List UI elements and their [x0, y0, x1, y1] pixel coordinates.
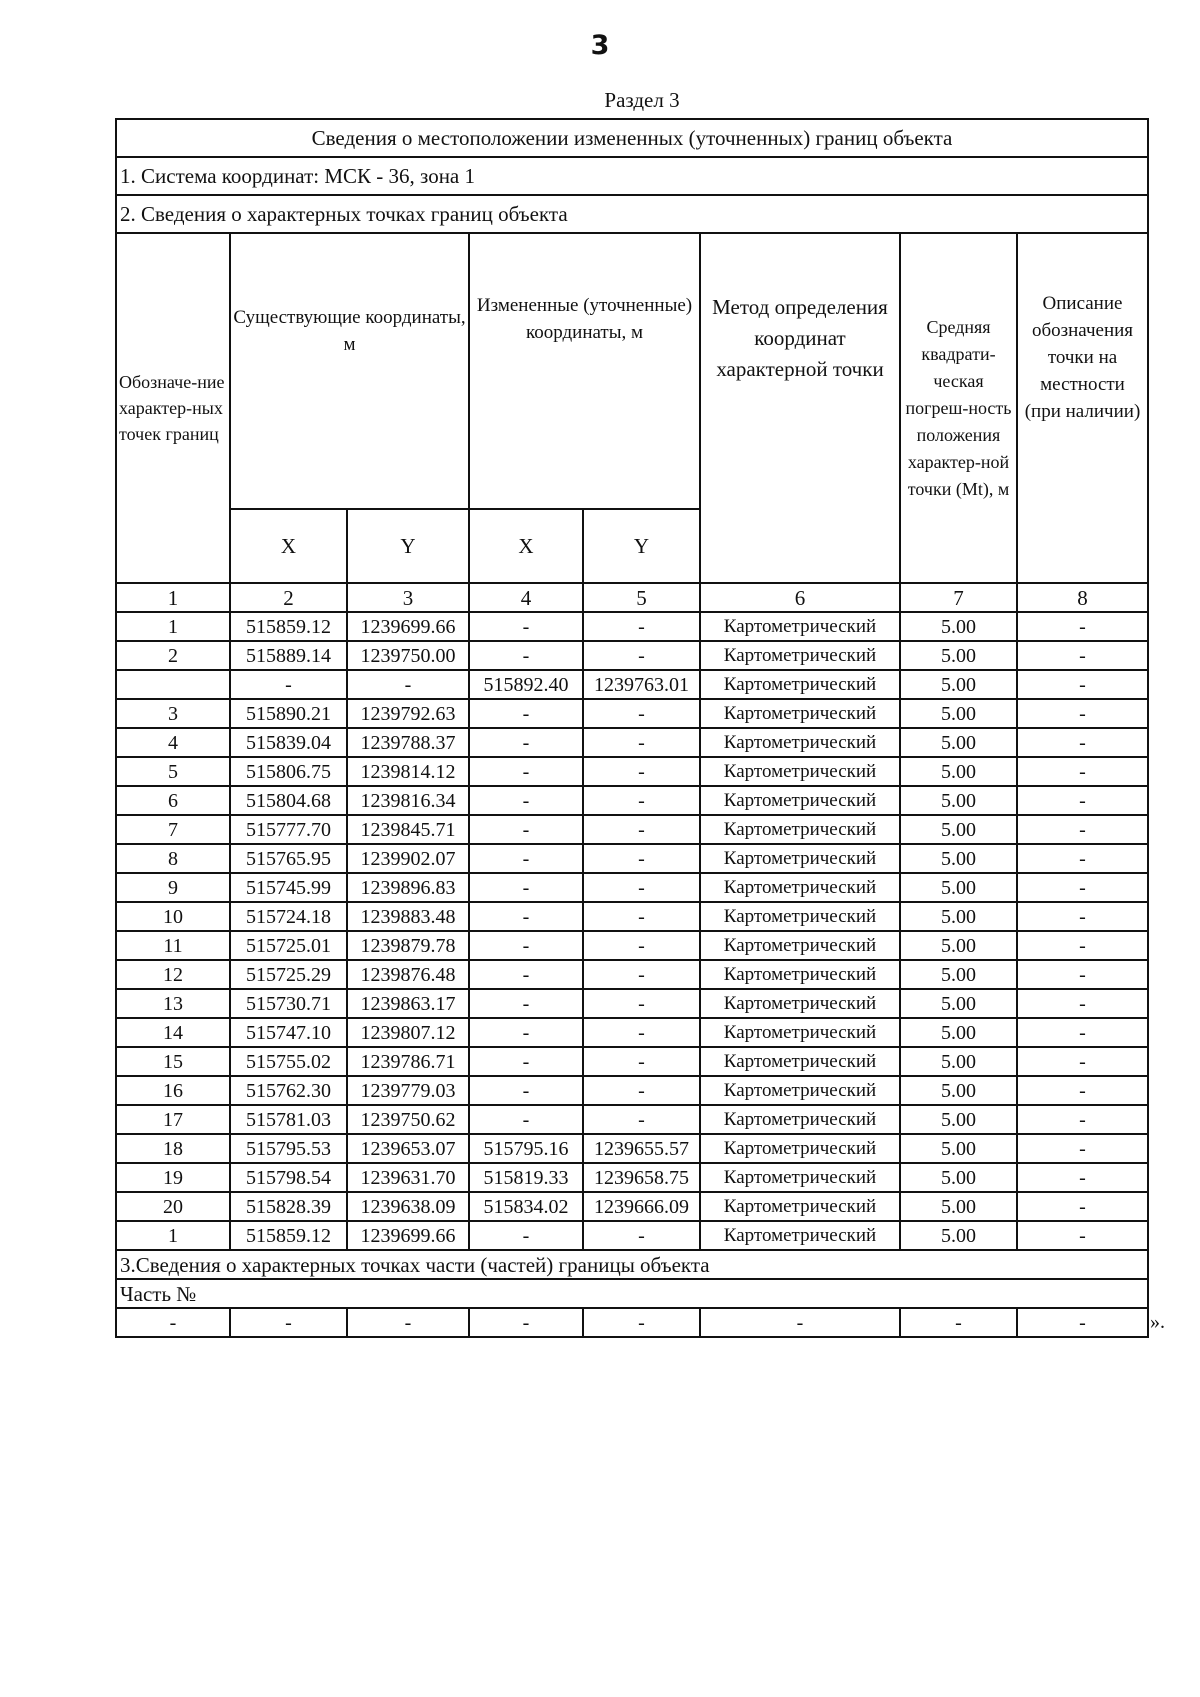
cell-error: 5.00 — [900, 728, 1017, 757]
cell-changed-x: - — [469, 1047, 583, 1076]
cell-changed-y: - — [583, 1105, 700, 1134]
part-cell: - — [900, 1308, 1017, 1337]
cell-changed-y: 1239655.57 — [583, 1134, 700, 1163]
header-error: Средняя квадрати-ческая погреш-ность положения характер-ной точки (Mt), м — [900, 233, 1017, 583]
cell-changed-y: - — [583, 815, 700, 844]
cell-description: - — [1017, 699, 1148, 728]
cell-method: Картометрический — [700, 670, 900, 699]
cell-existing-x: 515859.12 — [230, 1221, 347, 1250]
cell-existing-y: 1239653.07 — [347, 1134, 469, 1163]
cell-description: - — [1017, 1134, 1148, 1163]
cell-method: Картометрический — [700, 728, 900, 757]
table-row — [116, 670, 1148, 699]
table-row — [116, 902, 1148, 931]
cell-existing-x: 515798.54 — [230, 1163, 347, 1192]
section-title: Раздел 3 — [604, 88, 680, 112]
cell-point: 7 — [116, 815, 230, 844]
cell-description: - — [1017, 1192, 1148, 1221]
cell-method: Картометрический — [700, 844, 900, 873]
cell-error: 5.00 — [900, 989, 1017, 1018]
cell-existing-x: 515755.02 — [230, 1047, 347, 1076]
cell-existing-y: 1239779.03 — [347, 1076, 469, 1105]
column-number: 8 — [1017, 583, 1148, 612]
cell-changed-y: - — [583, 728, 700, 757]
part-label-row — [116, 1279, 1148, 1308]
cell-description: - — [1017, 931, 1148, 960]
table-title: Сведения о местоположении измененных (уточненных) границ объекта — [116, 119, 1148, 157]
cell-existing-y: 1239816.34 — [347, 786, 469, 815]
points-heading-row — [116, 195, 1148, 233]
cell-point: 5 — [116, 757, 230, 786]
cell-changed-y: 1239658.75 — [583, 1163, 700, 1192]
cell-existing-y: 1239786.71 — [347, 1047, 469, 1076]
cell-error: 5.00 — [900, 1105, 1017, 1134]
table-row — [116, 1134, 1148, 1163]
table-row — [116, 699, 1148, 728]
part-cell: - — [1017, 1308, 1148, 1337]
cell-point: 11 — [116, 931, 230, 960]
cell-changed-x: - — [469, 960, 583, 989]
cell-existing-y: 1239788.37 — [347, 728, 469, 757]
cell-point: 1 — [116, 1221, 230, 1250]
cell-description: - — [1017, 1018, 1148, 1047]
cell-changed-x: - — [469, 931, 583, 960]
header-existing-x: X — [230, 509, 347, 583]
header-existing: Существующие координаты, м — [230, 233, 469, 509]
table-row — [116, 728, 1148, 757]
cell-changed-y: - — [583, 1221, 700, 1250]
column-number: 6 — [700, 583, 900, 612]
table-row — [116, 1192, 1148, 1221]
cell-changed-y: - — [583, 699, 700, 728]
table-row — [116, 1076, 1148, 1105]
cell-existing-y: 1239750.62 — [347, 1105, 469, 1134]
cell-existing-x: 515828.39 — [230, 1192, 347, 1221]
cell-changed-y: 1239666.09 — [583, 1192, 700, 1221]
header-description: Описание обозначения точки на местности (при наличии) — [1017, 233, 1148, 583]
cell-changed-x: - — [469, 1105, 583, 1134]
cell-existing-x: 515806.75 — [230, 757, 347, 786]
cell-error: 5.00 — [900, 873, 1017, 902]
cell-description: - — [1017, 612, 1148, 641]
cell-point: 13 — [116, 989, 230, 1018]
column-number: 5 — [583, 583, 700, 612]
cell-changed-y: - — [583, 1076, 700, 1105]
coordinate-system: 1. Система координат: МСК - 36, зона 1 — [116, 157, 1148, 195]
table-row — [116, 1018, 1148, 1047]
cell-changed-x: 515795.16 — [469, 1134, 583, 1163]
cell-existing-x: 515730.71 — [230, 989, 347, 1018]
cell-existing-y: 1239814.12 — [347, 757, 469, 786]
cell-point: 19 — [116, 1163, 230, 1192]
header-changed-y: Y — [583, 509, 700, 583]
cell-error: 5.00 — [900, 786, 1017, 815]
cell-point: 6 — [116, 786, 230, 815]
header-changed: Измененные (уточненные) координаты, м — [469, 233, 700, 509]
table-row — [116, 931, 1148, 960]
cell-changed-y: - — [583, 757, 700, 786]
cell-method: Картометрический — [700, 1134, 900, 1163]
cell-changed-y: - — [583, 786, 700, 815]
cell-description: - — [1017, 902, 1148, 931]
cell-changed-x: - — [469, 902, 583, 931]
closing-mark: ». — [1150, 1311, 1165, 1333]
points-heading: 2. Сведения о характерных точках границ объекта — [116, 195, 1148, 233]
cell-error: 5.00 — [900, 1221, 1017, 1250]
column-number: 1 — [116, 583, 230, 612]
cell-description: - — [1017, 873, 1148, 902]
cell-description: - — [1017, 757, 1148, 786]
cell-changed-x: - — [469, 844, 583, 873]
coordinate-system-row — [116, 157, 1148, 195]
cell-existing-y: 1239631.70 — [347, 1163, 469, 1192]
cell-existing-x: 515890.21 — [230, 699, 347, 728]
cell-existing-x: 515859.12 — [230, 612, 347, 641]
cell-method: Картометрический — [700, 815, 900, 844]
cell-method: Картометрический — [700, 1076, 900, 1105]
page-number: 3 — [590, 30, 610, 61]
cell-changed-x: - — [469, 1221, 583, 1250]
cell-changed-y: - — [583, 873, 700, 902]
cell-changed-x: - — [469, 1076, 583, 1105]
cell-description: - — [1017, 1163, 1148, 1192]
cell-existing-x: - — [230, 670, 347, 699]
cell-changed-x: - — [469, 815, 583, 844]
cell-changed-y: 1239763.01 — [583, 670, 700, 699]
cell-point — [116, 670, 230, 699]
table-row — [116, 757, 1148, 786]
table-row — [116, 1163, 1148, 1192]
table-row — [116, 641, 1148, 670]
cell-existing-y: 1239863.17 — [347, 989, 469, 1018]
cell-existing-x: 515804.68 — [230, 786, 347, 815]
cell-method: Картометрический — [700, 960, 900, 989]
cell-changed-y: - — [583, 844, 700, 873]
cell-existing-x: 515745.99 — [230, 873, 347, 902]
cell-description: - — [1017, 728, 1148, 757]
cell-description: - — [1017, 989, 1148, 1018]
cell-existing-x: 515795.53 — [230, 1134, 347, 1163]
cell-method: Картометрический — [700, 612, 900, 641]
header-point: Обозначе-ние характер-ных точек границ — [116, 233, 230, 583]
cell-changed-x: - — [469, 612, 583, 641]
cell-error: 5.00 — [900, 670, 1017, 699]
cell-description: - — [1017, 670, 1148, 699]
cell-changed-y: - — [583, 989, 700, 1018]
cell-description: - — [1017, 786, 1148, 815]
cell-existing-x: 515889.14 — [230, 641, 347, 670]
table-row — [116, 1221, 1148, 1250]
cell-existing-x: 515725.29 — [230, 960, 347, 989]
cell-existing-y: 1239883.48 — [347, 902, 469, 931]
cell-method: Картометрический — [700, 786, 900, 815]
cell-method: Картометрический — [700, 989, 900, 1018]
cell-point: 9 — [116, 873, 230, 902]
cell-changed-x: 515819.33 — [469, 1163, 583, 1192]
cell-error: 5.00 — [900, 902, 1017, 931]
cell-error: 5.00 — [900, 1134, 1017, 1163]
cell-existing-x: 515765.95 — [230, 844, 347, 873]
parts-heading-row — [116, 1250, 1148, 1279]
cell-error: 5.00 — [900, 844, 1017, 873]
cell-changed-x: - — [469, 1018, 583, 1047]
cell-error: 5.00 — [900, 1047, 1017, 1076]
cell-point: 4 — [116, 728, 230, 757]
cell-error: 5.00 — [900, 1192, 1017, 1221]
cell-existing-y: 1239638.09 — [347, 1192, 469, 1221]
cell-existing-y: 1239896.83 — [347, 873, 469, 902]
header-changed-x: X — [469, 509, 583, 583]
cell-description: - — [1017, 960, 1148, 989]
cell-method: Картометрический — [700, 1192, 900, 1221]
cell-description: - — [1017, 1105, 1148, 1134]
part-cell: - — [469, 1308, 583, 1337]
cell-error: 5.00 — [900, 1018, 1017, 1047]
cell-method: Картометрический — [700, 1105, 900, 1134]
part-cell: - — [347, 1308, 469, 1337]
table-row — [116, 815, 1148, 844]
cell-changed-x: - — [469, 699, 583, 728]
cell-error: 5.00 — [900, 1076, 1017, 1105]
cell-error: 5.00 — [900, 641, 1017, 670]
parts-heading: 3.Сведения о характерных точках части (частей) границы объекта — [116, 1250, 1148, 1279]
cell-point: 14 — [116, 1018, 230, 1047]
table-row — [116, 786, 1148, 815]
cell-point: 17 — [116, 1105, 230, 1134]
cell-method: Картометрический — [700, 902, 900, 931]
cell-existing-x: 515762.30 — [230, 1076, 347, 1105]
cell-changed-x: 515834.02 — [469, 1192, 583, 1221]
part-label: Часть № — [116, 1279, 1148, 1308]
cell-error: 5.00 — [900, 699, 1017, 728]
column-number: 3 — [347, 583, 469, 612]
cell-changed-y: - — [583, 1018, 700, 1047]
cell-existing-x: 515725.01 — [230, 931, 347, 960]
table-row — [116, 873, 1148, 902]
cell-method: Картометрический — [700, 757, 900, 786]
cell-existing-y: - — [347, 670, 469, 699]
table-row — [116, 960, 1148, 989]
cell-error: 5.00 — [900, 612, 1017, 641]
column-number: 2 — [230, 583, 347, 612]
header-existing-y: Y — [347, 509, 469, 583]
cell-changed-x: - — [469, 728, 583, 757]
cell-existing-y: 1239750.00 — [347, 641, 469, 670]
cell-method: Картометрический — [700, 699, 900, 728]
cell-point: 8 — [116, 844, 230, 873]
cell-existing-y: 1239845.71 — [347, 815, 469, 844]
cell-point: 10 — [116, 902, 230, 931]
table-row — [116, 844, 1148, 873]
cell-existing-y: 1239699.66 — [347, 612, 469, 641]
cell-point: 16 — [116, 1076, 230, 1105]
cell-error: 5.00 — [900, 815, 1017, 844]
cell-existing-y: 1239699.66 — [347, 1221, 469, 1250]
cell-point: 3 — [116, 699, 230, 728]
cell-point: 1 — [116, 612, 230, 641]
table-row — [116, 612, 1148, 641]
table-row — [116, 989, 1148, 1018]
cell-existing-y: 1239876.48 — [347, 960, 469, 989]
cell-existing-x: 515777.70 — [230, 815, 347, 844]
cell-existing-y: 1239792.63 — [347, 699, 469, 728]
cell-existing-x: 515724.18 — [230, 902, 347, 931]
cell-error: 5.00 — [900, 757, 1017, 786]
cell-changed-y: - — [583, 1047, 700, 1076]
cell-description: - — [1017, 1221, 1148, 1250]
cell-changed-x: - — [469, 873, 583, 902]
part-row — [116, 1308, 1148, 1337]
column-number: 4 — [469, 583, 583, 612]
part-cell: - — [700, 1308, 900, 1337]
cell-point: 12 — [116, 960, 230, 989]
cell-point: 20 — [116, 1192, 230, 1221]
cell-method: Картометрический — [700, 1163, 900, 1192]
cell-description: - — [1017, 844, 1148, 873]
cell-existing-x: 515747.10 — [230, 1018, 347, 1047]
cell-changed-x: - — [469, 989, 583, 1018]
cell-method: Картометрический — [700, 873, 900, 902]
cell-method: Картометрический — [700, 1047, 900, 1076]
cell-description: - — [1017, 815, 1148, 844]
cell-changed-y: - — [583, 641, 700, 670]
cell-error: 5.00 — [900, 931, 1017, 960]
cell-method: Картометрический — [700, 1018, 900, 1047]
cell-method: Картометрический — [700, 641, 900, 670]
table-row — [116, 1047, 1148, 1076]
cell-changed-y: - — [583, 960, 700, 989]
boundary-points-table — [115, 118, 1149, 1338]
cell-method: Картометрический — [700, 931, 900, 960]
cell-existing-y: 1239879.78 — [347, 931, 469, 960]
cell-point: 15 — [116, 1047, 230, 1076]
table-row — [116, 1105, 1148, 1134]
header-row — [116, 233, 1148, 509]
part-cell: - — [116, 1308, 230, 1337]
cell-changed-x: 515892.40 — [469, 670, 583, 699]
cell-description: - — [1017, 1047, 1148, 1076]
cell-point: 2 — [116, 641, 230, 670]
column-numbers-row — [116, 583, 1148, 612]
cell-existing-y: 1239807.12 — [347, 1018, 469, 1047]
cell-existing-x: 515839.04 — [230, 728, 347, 757]
cell-changed-x: - — [469, 641, 583, 670]
cell-changed-x: - — [469, 786, 583, 815]
cell-error: 5.00 — [900, 960, 1017, 989]
cell-existing-y: 1239902.07 — [347, 844, 469, 873]
part-cell: - — [230, 1308, 347, 1337]
cell-existing-x: 515781.03 — [230, 1105, 347, 1134]
cell-changed-x: - — [469, 757, 583, 786]
cell-error: 5.00 — [900, 1163, 1017, 1192]
header-method: Метод определения координат характерной точки — [700, 233, 900, 583]
column-number: 7 — [900, 583, 1017, 612]
cell-point: 18 — [116, 1134, 230, 1163]
cell-changed-y: - — [583, 902, 700, 931]
cell-description: - — [1017, 1076, 1148, 1105]
part-cell: - — [583, 1308, 700, 1337]
cell-method: Картометрический — [700, 1221, 900, 1250]
cell-description: - — [1017, 641, 1148, 670]
cell-changed-y: - — [583, 612, 700, 641]
table-title-row — [116, 119, 1148, 157]
cell-changed-y: - — [583, 931, 700, 960]
